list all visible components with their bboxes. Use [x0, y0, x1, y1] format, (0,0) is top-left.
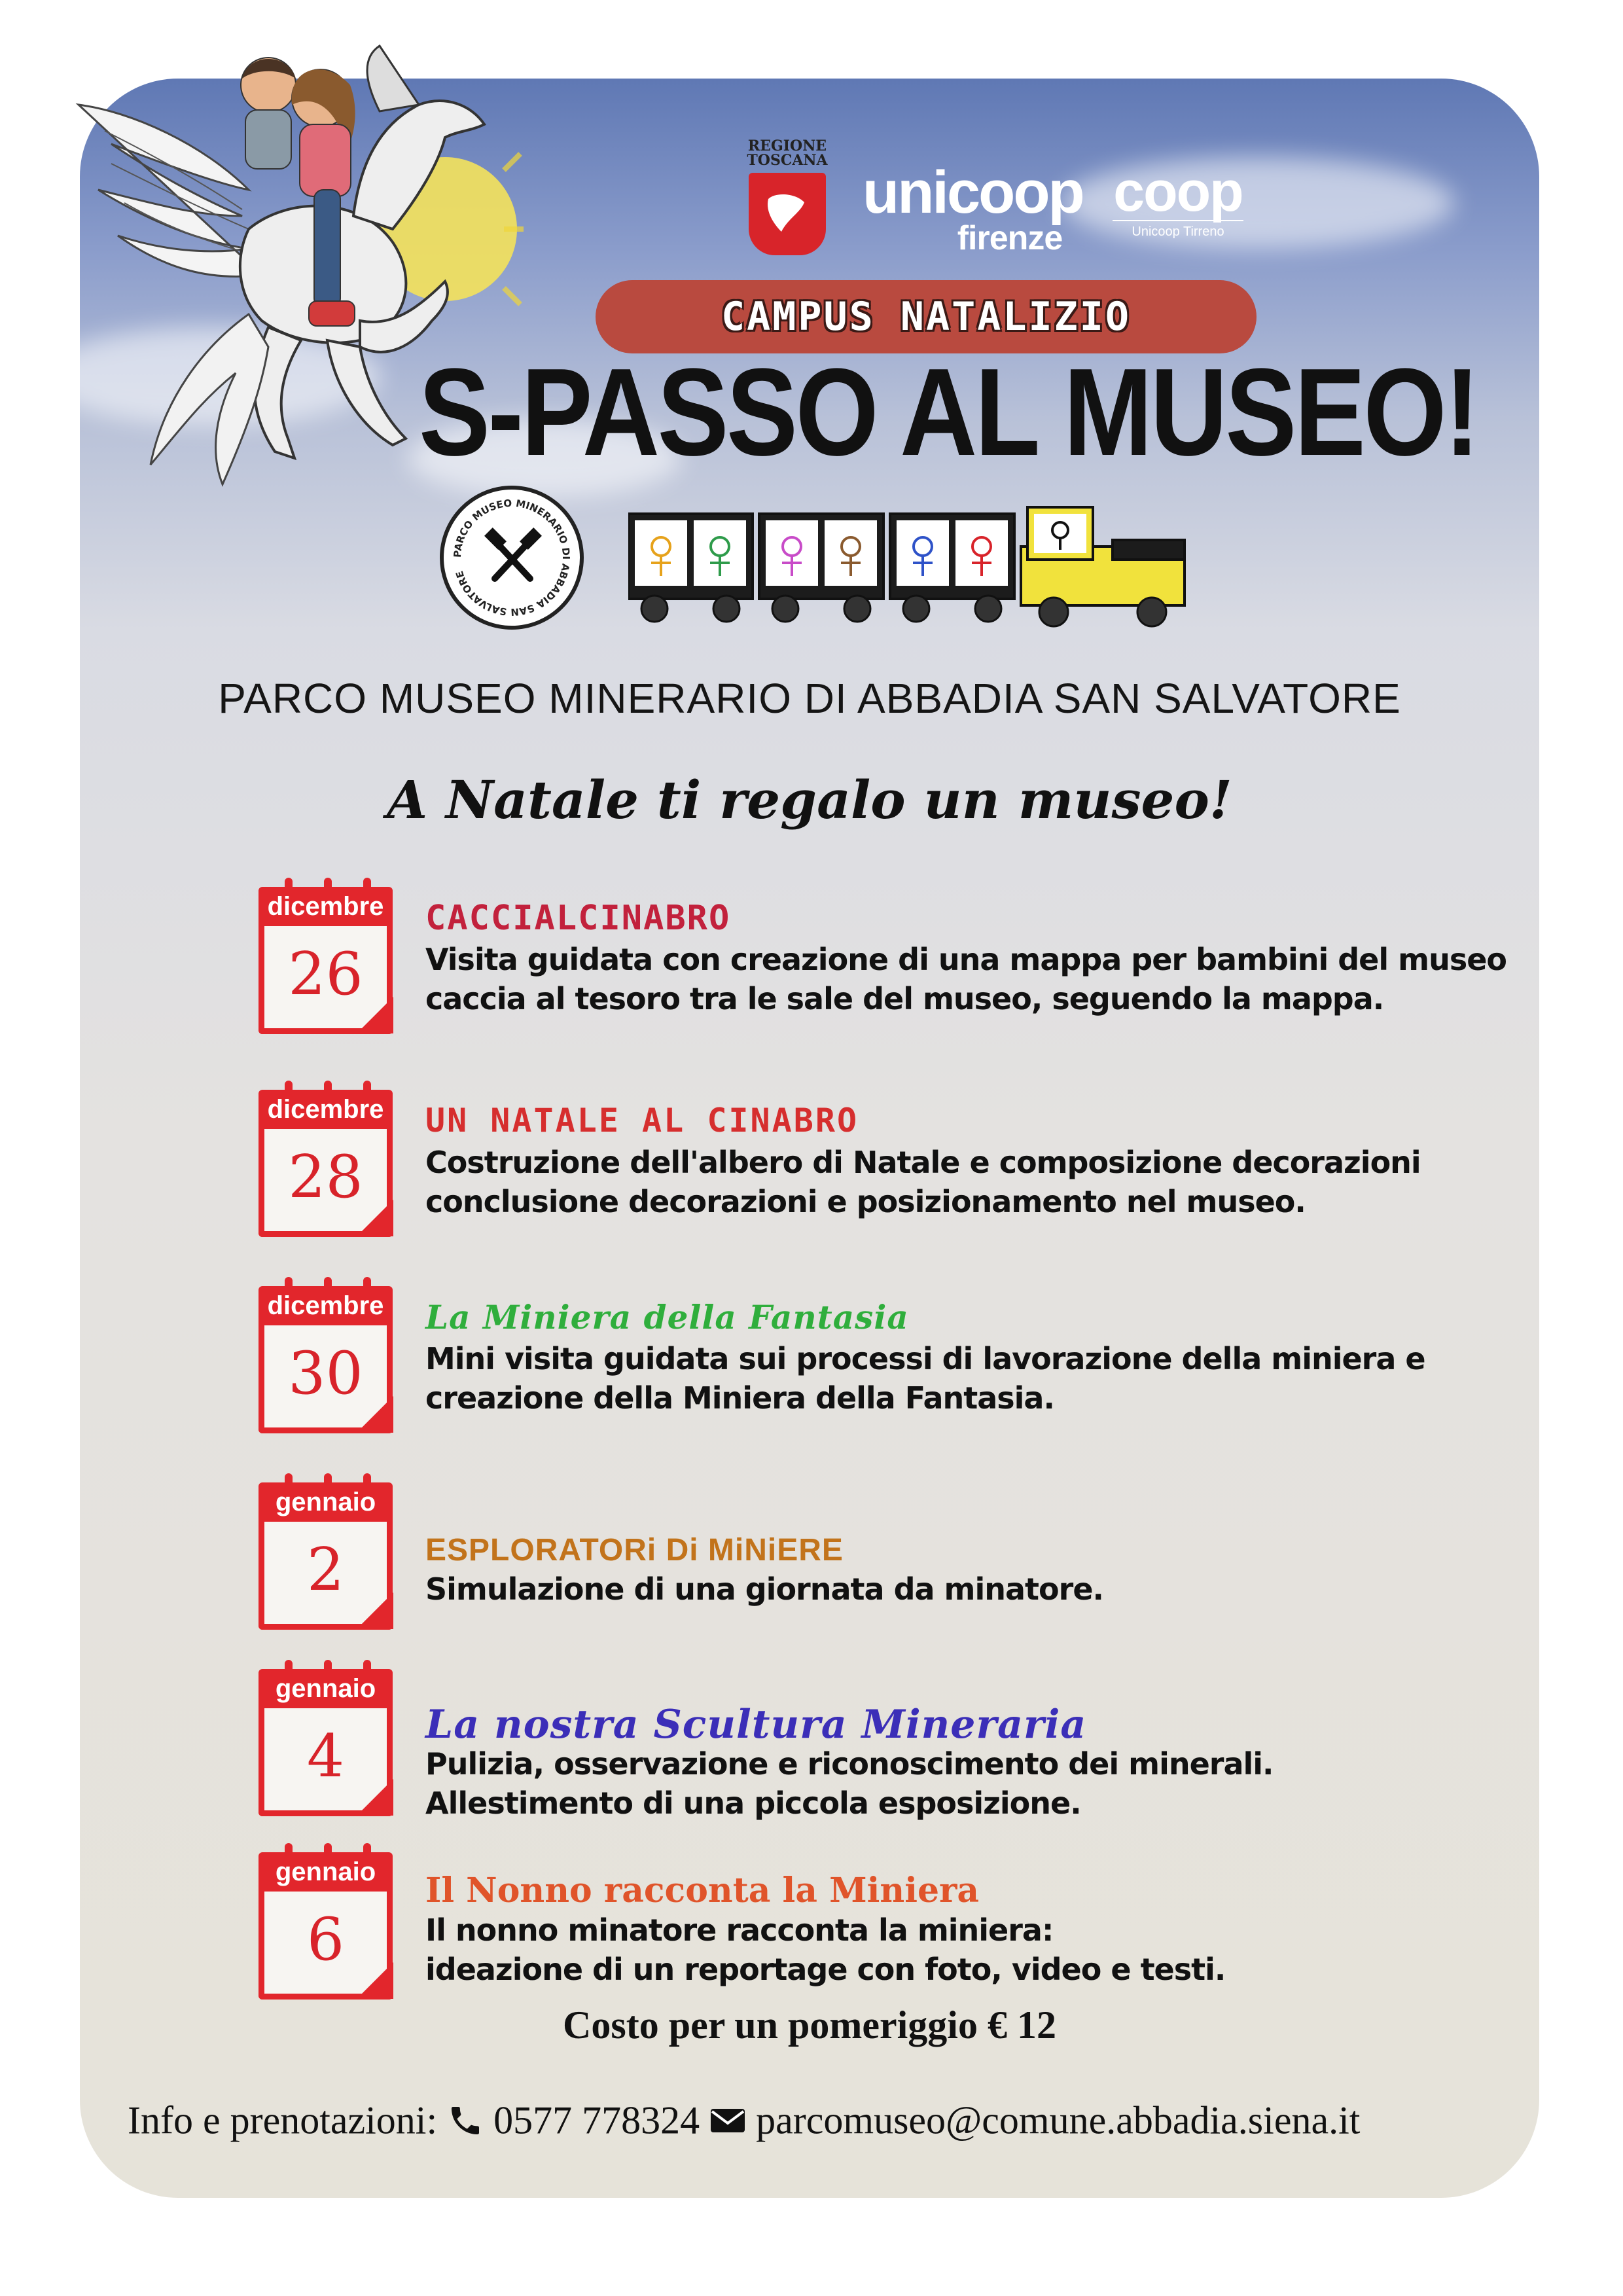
coop-tirreno-logo: [1113, 160, 1243, 240]
regione-toscana-logo: [738, 139, 836, 255]
regione-shield-icon: [749, 173, 826, 255]
event-description-line: Allestimento di una piccola esposizione.: [425, 1785, 1081, 1821]
calendar-icon: [259, 1852, 402, 2006]
envelope-icon: [709, 2108, 746, 2134]
event-title: La nostra Scultura Mineraria: [425, 1702, 1087, 1748]
calendar-icon: [259, 887, 402, 1041]
tagline: A Natale ti regalo un museo!: [387, 769, 1232, 831]
calendar-day: 28: [259, 1129, 393, 1237]
calendar-month: dicembre: [259, 1286, 393, 1325]
cost-text: Costo per un pomeriggio € 12: [563, 2003, 1056, 2047]
unicoop-tirreno-label: Unicoop Tirreno: [1113, 220, 1243, 240]
event-description-line: caccia al tesoro tra le sale del museo, seguendo la mappa.: [425, 981, 1384, 1016]
event-description-line: Visita guidata con creazione di una mappa per bambini del museo: [425, 942, 1507, 977]
phone-number[interactable]: 0577 778324: [493, 2098, 700, 2142]
mine-train-illustration: [628, 501, 1198, 632]
calendar-day: 30: [259, 1325, 393, 1433]
seal-text: PARCO MUSEO MINERARIO DI ABBADIA SAN SALVATORE: [451, 497, 573, 619]
calendar-icon: [259, 1090, 402, 1244]
museum-seal-logo: [440, 486, 584, 630]
calendar-day: 4: [259, 1708, 393, 1816]
calendar-icon: [259, 1482, 402, 1636]
main-title: S-PASSO AL MUSEO!: [419, 343, 1478, 482]
unicoop-wordmark: unicoop: [863, 159, 1083, 226]
event-title: La Miniera della Fantasia: [425, 1298, 909, 1336]
calendar-day: 6: [259, 1892, 393, 2000]
event-description-line: conclusione decorazioni e posizionamento nel museo.: [425, 1184, 1306, 1219]
seal-ring: [444, 490, 580, 626]
calendar-month: gennaio: [259, 1482, 393, 1522]
event-description-line: Il nonno minatore racconta la miniera:: [425, 1912, 1054, 1948]
calendar-month: gennaio: [259, 1669, 393, 1708]
event-title: CACCIALCINABRO: [425, 899, 731, 938]
calendar-day: 26: [259, 926, 393, 1034]
calendar-icon: [259, 1669, 402, 1823]
event-description-line: Costruzione dell'albero di Natale e composizione decorazioni: [425, 1145, 1421, 1180]
calendar-icon: [259, 1286, 402, 1440]
phone-icon: [447, 2102, 484, 2139]
firenze-wordmark: firenze: [957, 219, 1063, 257]
regione-label: REGIONE TOSCANA: [747, 137, 828, 169]
event-title: Il Nonno racconta la Miniera: [425, 1871, 980, 1910]
calendar-month: gennaio: [259, 1852, 393, 1892]
event-description-line: Mini visita guidata sui processi di lavorazione della miniera e: [425, 1341, 1425, 1376]
coop-wordmark: coop: [1113, 160, 1243, 223]
calendar-day: 2: [259, 1522, 393, 1630]
calendar-month: dicembre: [259, 1090, 393, 1129]
contact-info: [128, 2094, 1541, 2144]
event-description-line: Simulazione di una giornata da minatore.: [425, 1571, 1103, 1607]
event-title: UN NATALE AL CINABRO: [425, 1102, 859, 1139]
info-label: Info e prenotazioni:: [128, 2098, 438, 2142]
calendar-month: dicembre: [259, 887, 393, 926]
event-title: ESPLORATORi Di MiNiERE: [425, 1533, 844, 1568]
campus-label: CAMPUS NATALIZIO: [721, 294, 1131, 340]
unicoop-firenze-logo: [863, 159, 1083, 257]
event-description-line: creazione della Miniera della Fantasia.: [425, 1380, 1054, 1416]
event-description-line: ideazione di un reportage con foto, video e testi.: [425, 1952, 1226, 1987]
museum-name: PARCO MUSEO MINERARIO DI ABBADIA SAN SALVATORE: [218, 675, 1401, 722]
email-address[interactable]: parcomuseo@comune.abbadia.siena.it: [756, 2098, 1361, 2142]
event-description-line: Pulizia, osservazione e riconoscimento dei minerali.: [425, 1746, 1274, 1782]
